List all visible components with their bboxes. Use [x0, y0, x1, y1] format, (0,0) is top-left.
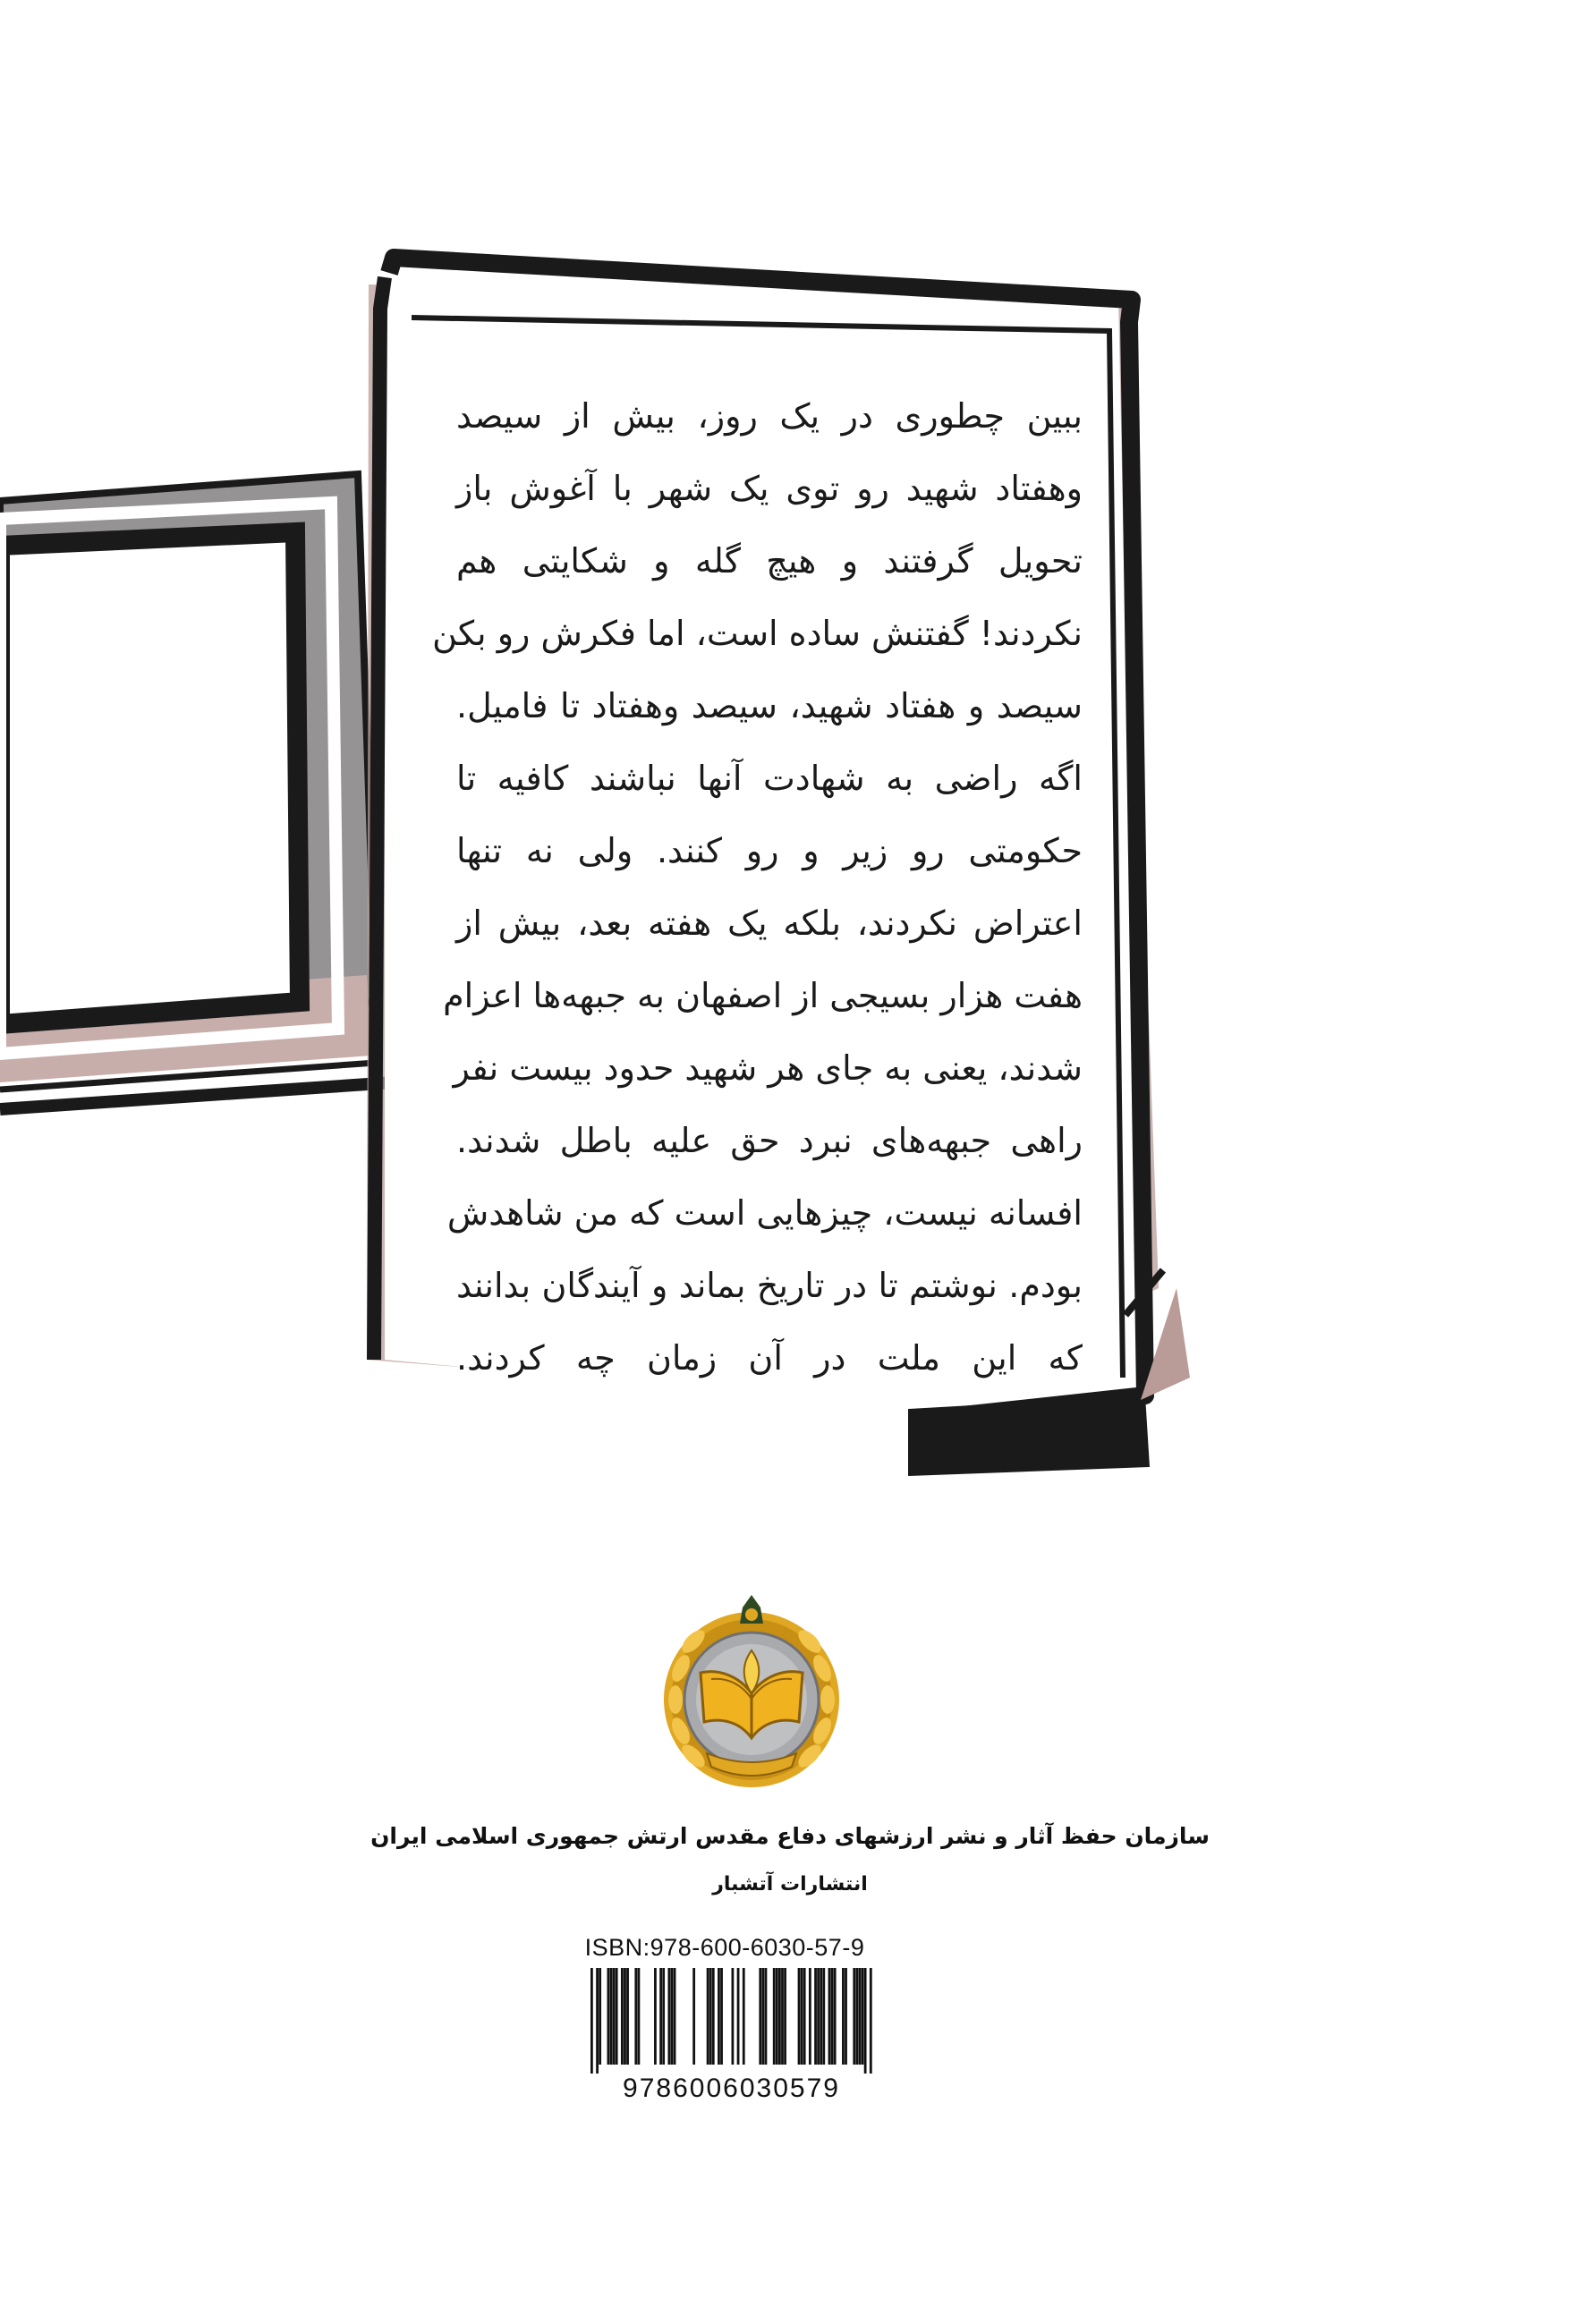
barcode-bar	[834, 1968, 837, 2065]
back-cover-paragraph	[432, 380, 1083, 1395]
paragraph-line: شدند، یعنی به جای هر شهید حدود بیست نفر	[453, 1048, 1083, 1088]
barcode-bar	[616, 1968, 618, 2065]
barcode-bar	[809, 1968, 811, 2065]
paragraph-line: تحویل گرفتند و هیچ گله و شکایتی هم	[456, 541, 1083, 581]
barcode-bar	[671, 1968, 674, 2065]
barcode-bar	[654, 1968, 657, 2065]
paragraph-line: هفت هزار بسیجی از اصفهان به جبهه‌ها اعزام	[443, 976, 1083, 1015]
barcode-bar	[662, 1968, 665, 2065]
barcode-bar	[831, 1968, 834, 2065]
barcode-bar	[737, 1968, 740, 2065]
barcode-bar	[674, 1968, 676, 2065]
barcode-bar	[607, 1968, 610, 2065]
barcode-bar	[784, 1968, 786, 2065]
barcode-bar	[773, 1968, 776, 2065]
barcode-bar	[781, 1968, 784, 2065]
paragraph-line: سیصد و هفتاد شهید، سیصد وهفتاد تا فامیل.	[456, 686, 1083, 725]
barcode-bar	[707, 1968, 709, 2065]
paragraph-line: حکومتی رو زیر و رو کنند. ولی نه تنها	[456, 831, 1083, 870]
barcode-bar	[596, 1968, 599, 2074]
barcode-digits: 9786006030579	[623, 2074, 840, 2103]
military-book-emblem-icon	[658, 1588, 845, 1794]
barcode-bar	[692, 1968, 695, 2065]
barcode-bar	[732, 1968, 735, 2065]
paragraph-line: افسانه نیست، چیزهایی است که من شاهدش	[446, 1193, 1083, 1233]
barcode-bar	[870, 1968, 872, 2074]
paragraph-line: که این ملت در آن زمان چه کردند.	[456, 1338, 1083, 1378]
barcode-bar	[855, 1968, 858, 2065]
barcode-bar	[820, 1968, 822, 2065]
barcode-bar	[599, 1968, 601, 2065]
barcode-bar	[638, 1968, 641, 2065]
barcode-bar	[776, 1968, 778, 2065]
barcode-bar	[778, 1968, 781, 2065]
barcode-bar	[626, 1968, 629, 2065]
barcode-bar	[621, 1968, 624, 2065]
barcode-bar	[712, 1968, 715, 2065]
barcode-bar	[624, 1968, 626, 2065]
barcode-bar	[610, 1968, 613, 2065]
barcode-bar	[743, 1968, 745, 2065]
publisher-name: سازمان حفظ آثار و نشر ارزشهای دفاع مقدس ارتش جمهوری اسلامی ایران	[370, 1823, 1210, 1849]
isbn-label: ISBN:978-600-6030-57-9	[584, 1934, 865, 1961]
barcode-bar	[862, 1968, 864, 2065]
barcode-bar	[853, 1968, 855, 2065]
barcode-bar	[761, 1968, 764, 2065]
barcode-bar	[667, 1968, 670, 2065]
barcode-bar	[801, 1968, 803, 2065]
barcode-bar	[759, 1968, 761, 2065]
barcode-bar	[864, 1968, 867, 2074]
barcode-bar	[859, 1968, 862, 2065]
paragraph-line: بودم. نوشتم تا در تاریخ بماند و آیندگان بدانند	[456, 1266, 1083, 1305]
paragraph-line: راهی جبهه‌های نبرد حق علیه باطل شدند.	[456, 1121, 1083, 1160]
barcode-bar	[798, 1968, 801, 2065]
barcode-bar	[828, 1968, 831, 2065]
barcode-bar	[814, 1968, 817, 2065]
barcode	[590, 1968, 872, 2074]
paragraph-line: اعتراض نکردند، بلکه یک هفته بعد، بیش از	[456, 903, 1083, 943]
barcode-bar	[817, 1968, 820, 2065]
barcode-bar	[822, 1968, 825, 2065]
imprint-name: انتشارات آتشبار	[712, 1873, 868, 1896]
barcode-bar	[765, 1968, 768, 2065]
paragraph-line: اگه راضی به شهادت آنها نباشند کافیه تا	[456, 759, 1083, 798]
barcode-bar	[803, 1968, 806, 2065]
barcode-bar	[709, 1968, 712, 2065]
paragraph-line: ببین چطوری در یک روز، بیش از سیصد	[456, 396, 1083, 436]
paragraph-line: وهفتاد شهید رو توی یک شهر با آغوش باز	[456, 469, 1083, 508]
barcode-bar	[613, 1968, 616, 2065]
barcode-bar	[590, 1968, 593, 2074]
barcode-bar	[842, 1968, 845, 2065]
barcode-bar	[845, 1968, 847, 2065]
barcode-bar	[659, 1968, 662, 2065]
barcode-bar	[634, 1968, 637, 2065]
barcode-bar	[718, 1968, 720, 2065]
barcode-bar	[720, 1968, 723, 2065]
paragraph-line: نکردند! گفتنش ساده است، اما فکرش رو بکن	[432, 614, 1083, 653]
